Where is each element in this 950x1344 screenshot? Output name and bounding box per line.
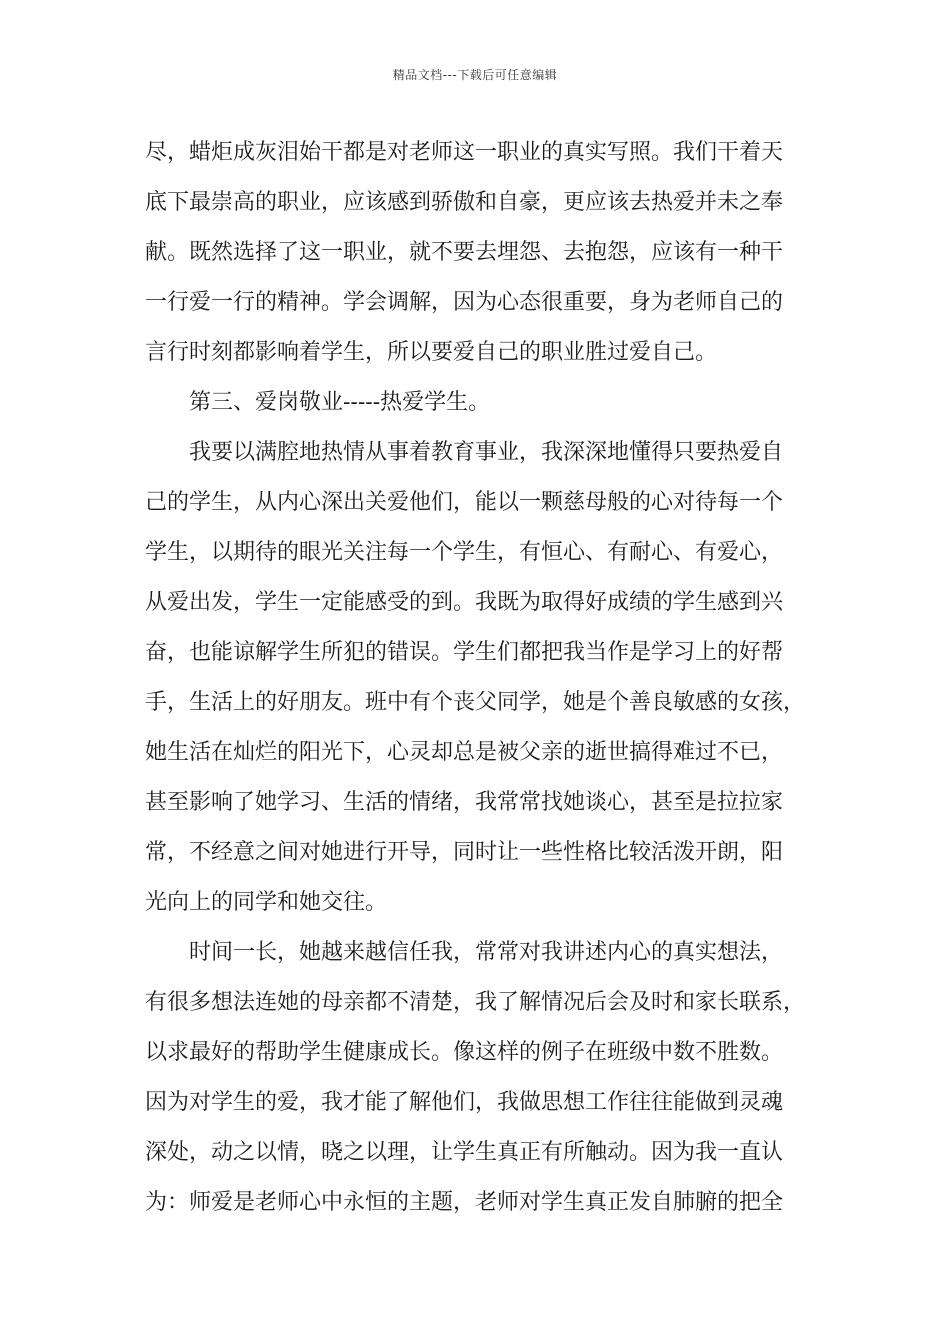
text-line: 她生活在灿烂的阳光下，心灵却总是被父亲的逝世搞得难过不已， (145, 740, 784, 765)
page-header: 精品文档---下载后可任意编辑 (392, 68, 558, 82)
section-heading: 第三、爱岗敬业-----热爱学生。 (189, 390, 491, 415)
text-line: 学生，以期待的眼光关注每一个学生，有恒心、有耐心、有爱心， (145, 540, 784, 565)
text-line: 底下最崇高的职业，应该感到骄傲和自豪，更应该去热爱并未之奉 (145, 190, 784, 215)
text-line: 甚至影响了她学习、生活的情绪，我常常找她谈心，甚至是拉拉家 (145, 790, 784, 815)
text-line: 时间一长，她越来越信任我，常常对我讲述内心的真实想法， (189, 940, 784, 965)
text-line: 言行时刻都影响着学生，所以要爱自己的职业胜过爱自己。 (145, 340, 718, 365)
text-line: 以求最好的帮助学生健康成长。像这样的例子在班级中数不胜数。 (145, 1040, 784, 1065)
text-line: 常，不经意之间对她进行开导，同时让一些性格比较活泼开朗，阳 (145, 840, 784, 865)
text-line: 从爱出发，学生一定能感受的到。我既为取得好成绩的学生感到兴 (145, 590, 784, 615)
text-line: 一行爱一行的精神。学会调解，因为心态很重要，身为老师自己的 (145, 290, 784, 315)
text-line: 手，生活上的好朋友。班中有个丧父同学，她是个善良敏感的女孩， (145, 690, 806, 715)
text-line: 尽，蜡炬成灰泪始干都是对老师这一职业的真实写照。我们干着天 (145, 140, 784, 165)
text-line: 己的学生，从内心深出关爱他们，能以一颗慈母般的心对待每一个 (145, 490, 784, 515)
text-line: 我要以满腔地热情从事着教育事业，我深深地懂得只要热爱自 (189, 440, 784, 465)
text-line: 有很多想法连她的母亲都不清楚，我了解情况后会及时和家长联系， (145, 990, 806, 1015)
text-line: 献。既然选择了这一职业，就不要去埋怨、去抱怨，应该有一种干 (145, 240, 784, 265)
text-line: 深处，动之以情，晓之以理，让学生真正有所触动。因为我一直认 (145, 1140, 784, 1165)
text-line: 因为对学生的爱，我才能了解他们，我做思想工作往往能做到灵魂 (145, 1090, 784, 1115)
text-line: 为：师爱是老师心中永恒的主题，老师对学生真正发自肺腑的把全 (145, 1190, 784, 1215)
text-line: 奋，也能谅解学生所犯的错误。学生们都把我当作是学习上的好帮 (145, 640, 784, 665)
text-line: 光向上的同学和她交往。 (145, 890, 388, 915)
document-body (145, 128, 835, 1228)
